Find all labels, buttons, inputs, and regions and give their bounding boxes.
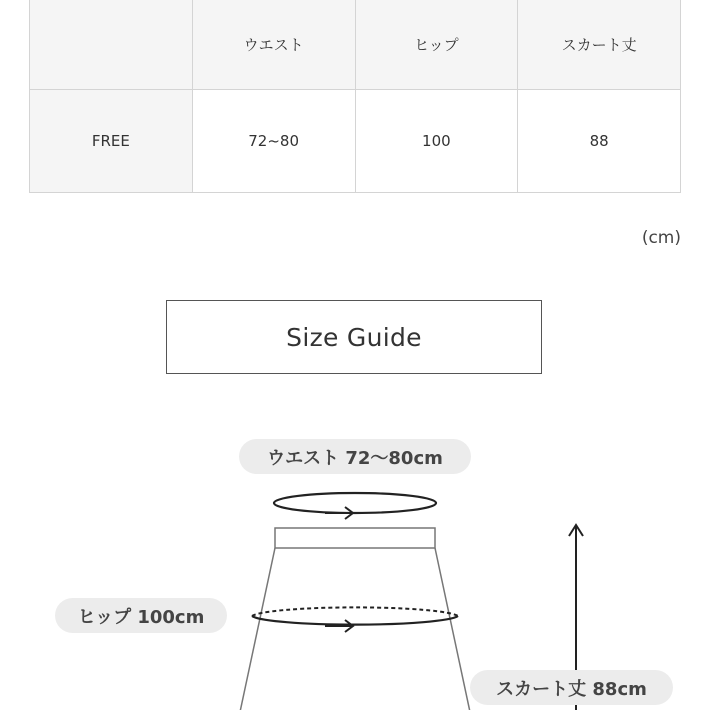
hip-loop-front	[252, 616, 458, 625]
waist-cell: 72~80	[192, 90, 355, 193]
header-cell-waist: ウエスト	[192, 0, 355, 90]
hip-loop-back	[252, 607, 458, 616]
waist-label: ウエスト 72〜80cm	[239, 439, 471, 474]
size-guide-button[interactable]: Size Guide	[166, 300, 542, 374]
skirt-left-edge	[240, 548, 275, 710]
waist-loop	[274, 493, 436, 513]
skirt-waistband	[275, 528, 435, 548]
header-cell-length: スカート丈	[518, 0, 681, 90]
length-cell: 88	[518, 90, 681, 193]
size-cell: FREE	[30, 90, 193, 193]
length-label: スカート丈 88cm	[470, 670, 673, 705]
waist-arrow-icon	[325, 507, 353, 519]
header-cell-hip: ヒップ	[355, 0, 518, 90]
skirt-right-edge	[435, 548, 470, 710]
unit-note: (cm)	[641, 228, 681, 248]
hip-arrow-icon	[325, 620, 353, 632]
hip-cell: 100	[355, 90, 518, 193]
hip-label: ヒップ 100cm	[55, 598, 227, 633]
